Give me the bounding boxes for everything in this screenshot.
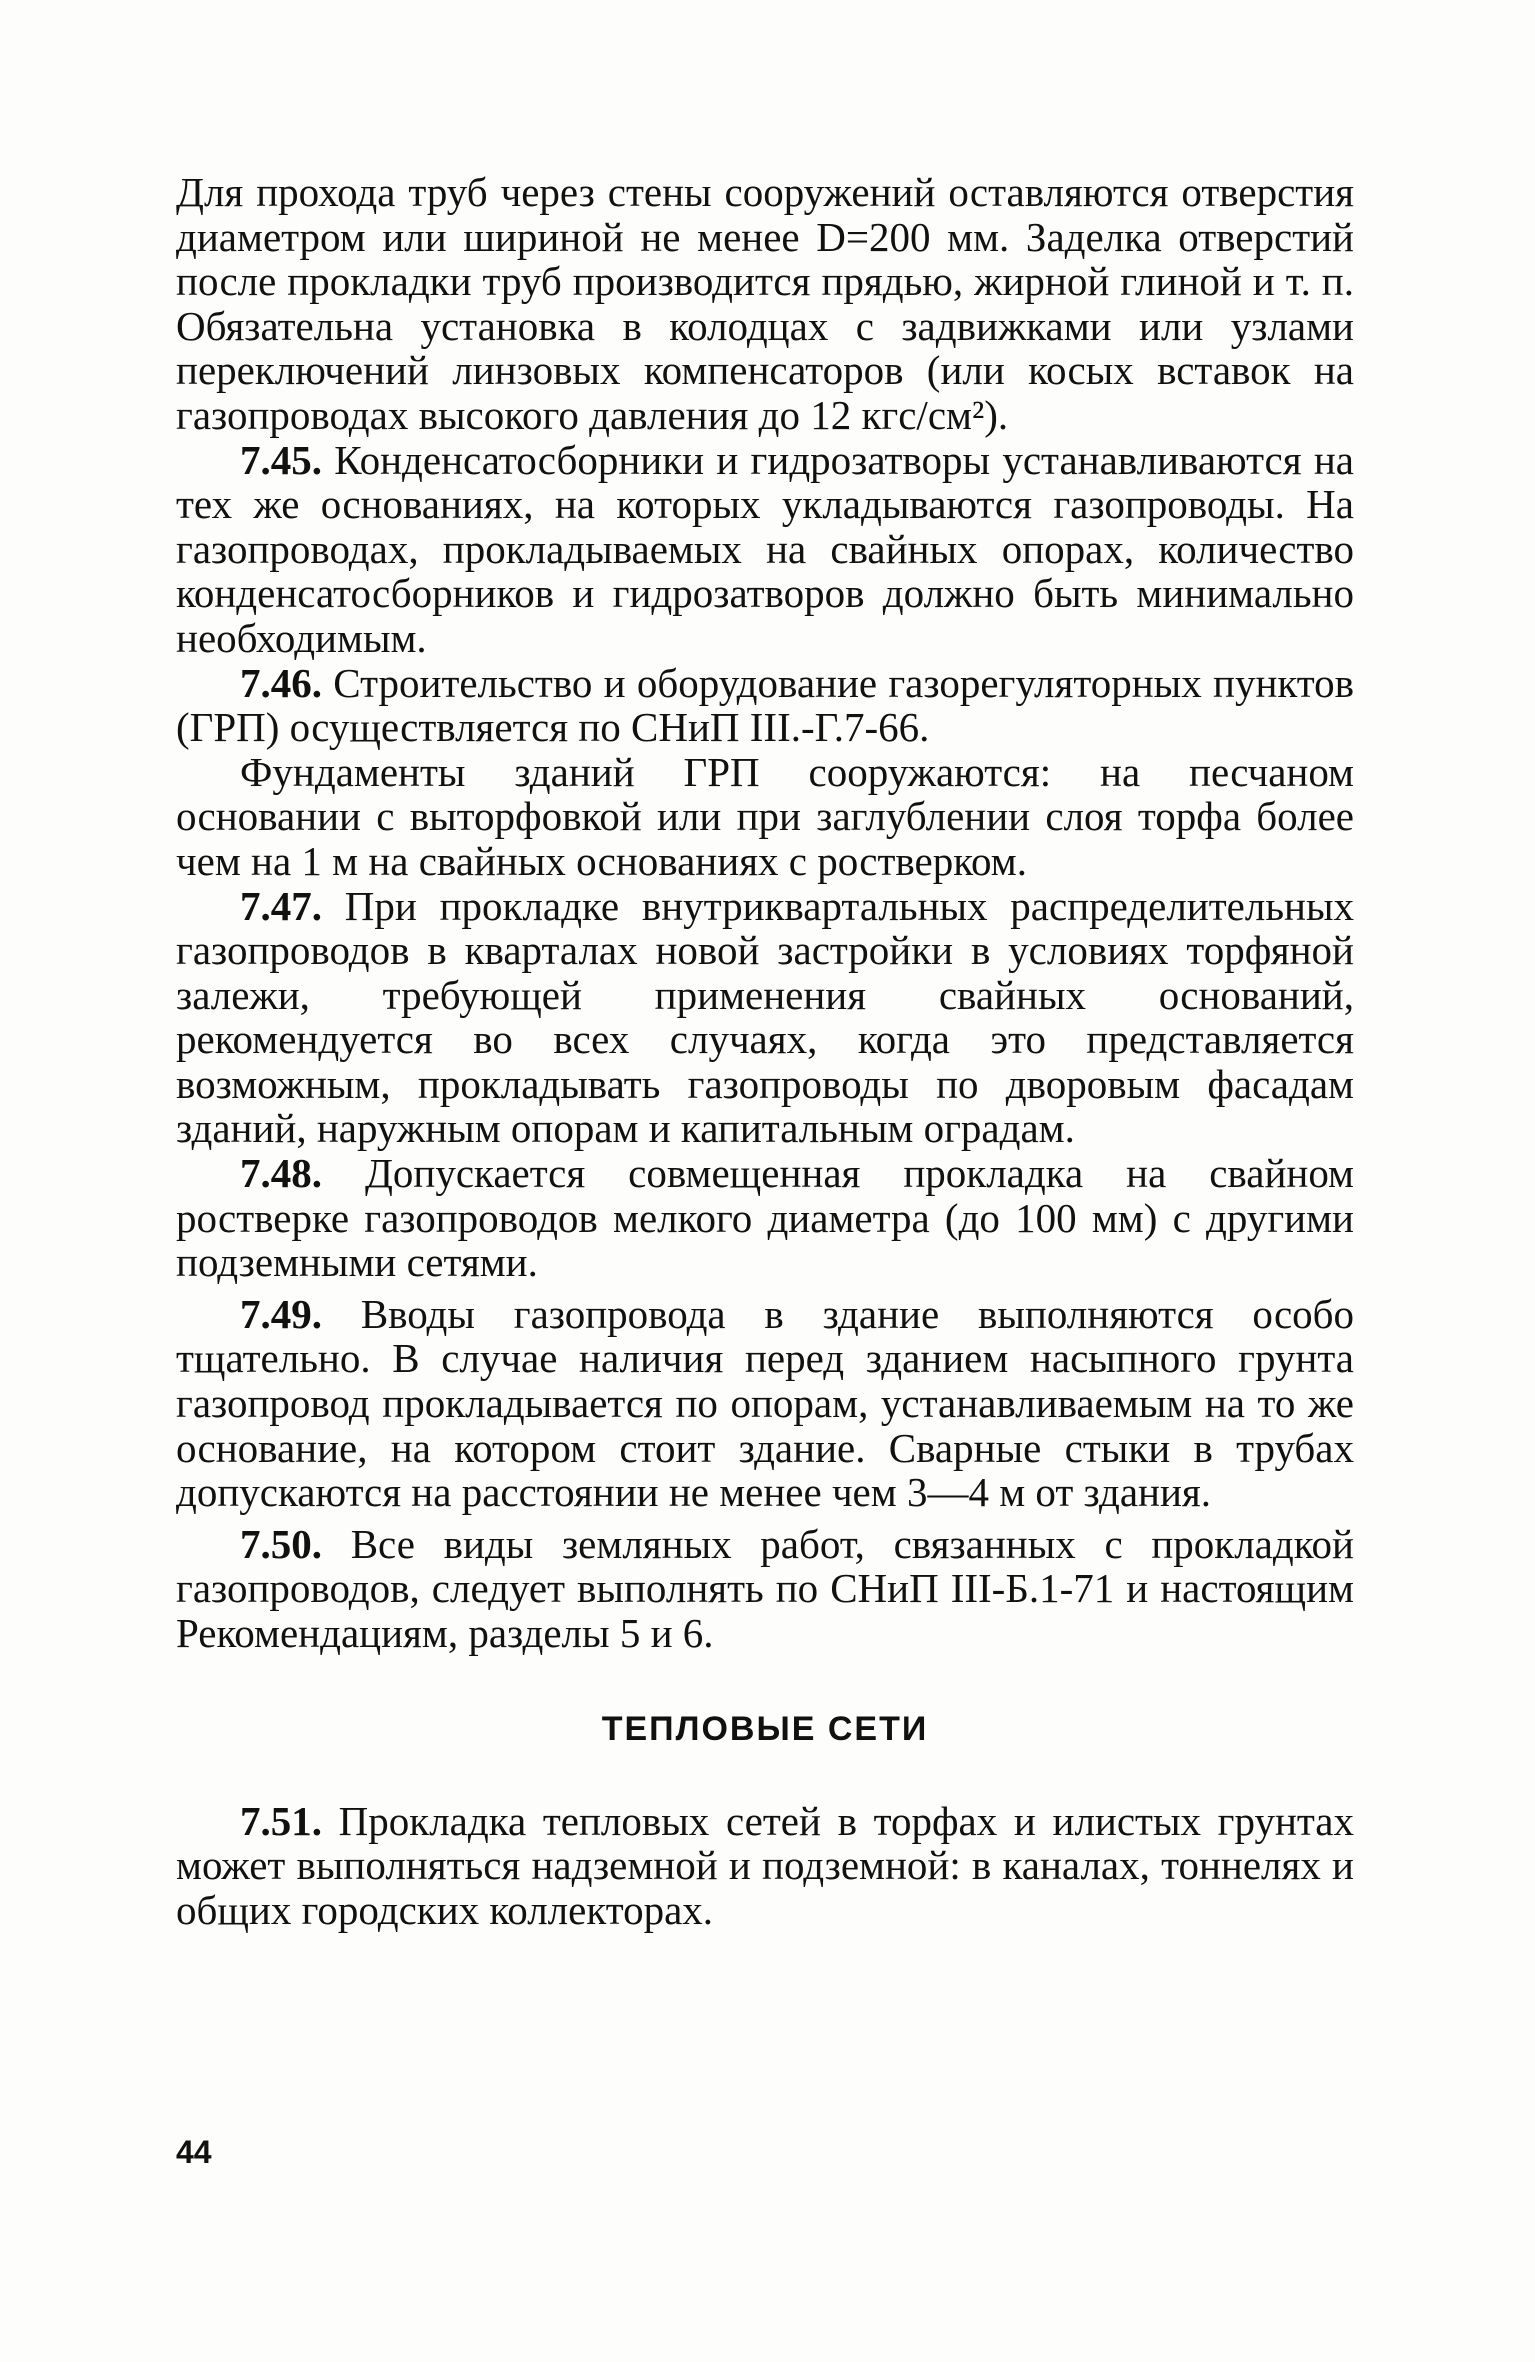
paragraph-7-47 [176, 884, 1354, 1152]
paragraph-number: 7.50. [240, 1520, 322, 1567]
paragraph-number: 7.46. [240, 659, 322, 706]
paragraph-7-46 [176, 661, 1354, 750]
page-number: 44 [176, 2134, 212, 2170]
page-body [176, 170, 1354, 1932]
paragraph-opening [176, 170, 1354, 438]
paragraph-7-50 [176, 1522, 1354, 1656]
paragraph-foundations [176, 750, 1354, 884]
paragraph-text: При прокладке внутриквартальных распределительных газопроводов в кварталах новой застройки в условиях торфяной залежи, требующей применения свайных оснований, рекомендуется во всех случаях, когда это представляется возможным, прокладывать газопроводы по дворовым фасадам зданий, наружным опорам и капитальным оградам. [176, 882, 1355, 1152]
paragraph-7-48 [176, 1151, 1354, 1285]
paragraph-number: 7.49. [240, 1290, 322, 1337]
paragraph-text: Все виды земляных работ, связанных с прокладкой газопроводов, следует выполнять по СНиП III-Б.1-71 и настоящим Рекомендациям, разделы 5 и 6. [176, 1520, 1354, 1656]
paragraph-7-49 [176, 1292, 1354, 1515]
paragraph-number: 7.51. [240, 1797, 322, 1844]
section-heading: ТЕПЛОВЫЕ СЕТИ [601, 1709, 929, 1748]
paragraph-text: Вводы газопровода в здание выполняются особо тщательно. В случае наличия перед зданием насыпного грунта газопровод прокладывается по опорам, устанавливаемым на то же основание, на котором стоит здание. Сварные стыки в трубах допускаются на расстоянии не менее чем 3—4 м от здания. [176, 1290, 1355, 1516]
paragraph-number: 7.47. [240, 882, 322, 929]
paragraph-text: Фундаменты зданий ГРП сооружаются: на песчаном основании с выторфовкой или при заглублении слоя торфа более чем на 1 м на свайных основаниях с ростверком. [176, 748, 1354, 884]
paragraph-number: 7.45. [240, 436, 322, 483]
paragraph-number: 7.48. [240, 1150, 322, 1197]
paragraph-text: Конденсатосборники и гидрозатворы устанавливаются на тех же основаниях, на которых укладываются газопроводы. На газопроводах, прокладываемых на свайных опорах, количество конденсатосборников и гидрозатворов должно быть минимально необходимым. [176, 436, 1355, 661]
paragraph-text: Строительство и оборудование газорегуляторных пунктов (ГРП) осуществляется по СНиП III.-Г.7-66. [176, 659, 1355, 751]
paragraph-text: Допускается совмещенная прокладка на свайном ростверке газопроводов мелкого диаметра (до 100 мм) с другими подземными сетями. [176, 1150, 1354, 1286]
paragraph-text: Для прохода труб через стены сооружений оставляются отверстия диаметром или шириной не менее D=200 мм. Заделка отверстий после прокладки труб производится прядью, жирной глиной и т. п. Обязательна установка в колодцах с задвижками или узлами переключений линзовых компенсаторов (или косых вставок на газопроводах высокого давления до 12 кгс/см²). [176, 169, 1354, 438]
paragraph-text: Прокладка тепловых сетей в торфах и илистых грунтах может выполняться надземной и подземной: в каналах, тоннелях и общих городских коллекторах. [176, 1797, 1355, 1933]
paragraph-7-45 [176, 438, 1354, 661]
paragraph-7-51 [176, 1799, 1354, 1933]
